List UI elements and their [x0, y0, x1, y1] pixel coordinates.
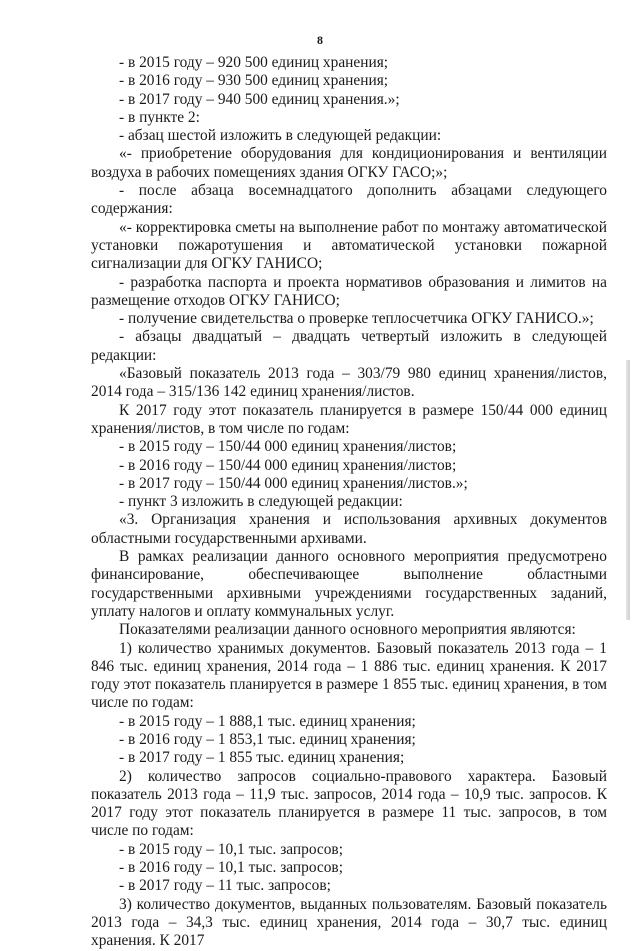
paragraph-18: «3. Организация хранения и использования архивных документов областными государственными архивами. [91, 511, 607, 547]
paragraph-2: - в 2016 году – 930 500 единиц хранения; [119, 72, 389, 90]
paragraph-16: - в 2017 году – 150/44 000 единиц хранения/листов.»; [119, 474, 468, 492]
paragraph-9: - разработка паспорта и проекта нормативов образования и лимитов на размещение отходов ОГКУ ГАНИСО; [91, 273, 607, 309]
paragraph-20: Показателями реализации данного основного мероприятия являются: [119, 621, 576, 639]
paragraph-4: - в пункте 2: [119, 108, 200, 126]
paragraph-11: - абзацы двадцатый – двадцать четвертый изложить в следующей редакции: [91, 328, 607, 364]
paragraph-19: В рамках реализации данного основного мероприятия предусмотрено финансирование, обеспечивающее выполнение областными государственными архивными учреждениями государственных заданий, уплату налогов и оплату коммунальных услуг. [91, 548, 607, 620]
paragraph-6: «- приобретение оборудования для кондиционирования и вентиляции воздуха в рабочих помещениях здания ОГКУ ГАСО;»; [91, 145, 607, 181]
page-number: 8 [317, 33, 323, 47]
paragraph-17: - пункт 3 изложить в следующей редакции: [119, 493, 403, 511]
paragraph-15: - в 2016 году – 150/44 000 единиц хранения/листов; [119, 456, 457, 474]
paragraph-5: - абзац шестой изложить в следующей редакции: [119, 127, 442, 145]
body-text [91, 54, 607, 951]
paragraph-27: - в 2016 году – 10,1 тыс. запросов; [119, 859, 343, 877]
paragraph-12: «Базовый показатель 2013 года – 303/79 980 единиц хранения/листов, 2014 года – 315/136 142 единиц хранения/листов. [91, 365, 607, 401]
paragraph-8: «- корректировка сметы на выполнение работ по монтажу автоматической установки пожаротушения и автоматической установки пожарной сигнализации для ОГКУ ГАНИСО; [91, 218, 607, 273]
paragraph-7: - после абзаца восемнадцатого дополнить абзацами следующего содержания: [91, 182, 607, 218]
scan-edge-shadow [626, 360, 630, 620]
paragraph-22: - в 2015 году – 1 888,1 тыс. единиц хранения; [119, 712, 416, 730]
paragraph-3: - в 2017 году – 940 500 единиц хранения.»; [119, 90, 400, 108]
paragraph-1: - в 2015 году – 920 500 единиц хранения; [119, 54, 389, 71]
paragraph-24: - в 2017 году – 1 855 тыс. единиц хранения; [119, 749, 405, 767]
paragraph-10: - получение свидетельства о проверке теплосчетчика ОГКУ ГАНИСО.»; [119, 310, 594, 328]
paragraph-14: - в 2015 году – 150/44 000 единиц хранения/листов; [119, 438, 457, 456]
paragraph-21: 1) количество хранимых документов. Базовый показатель 2013 года – 1 846 тыс. единиц хранения, 2014 года – 1 886 тыс. единиц хранения. К 2017 году этот показатель планируется в размере 1 855 тыс. единиц хранения, в том числе по годам: [91, 639, 607, 712]
paragraph-25: 2) количество запросов социально-правового характера. Базовый показатель 2013 года – 11,9 тыс. запросов, 2014 года – 10,9 тыс. запросов. К 2017 году этот показатель планируется в размере 11 тыс. запросов, в том числе по годам: [91, 767, 607, 840]
paragraph-13: К 2017 году этот показатель планируется в размере 150/44 000 единиц хранения/листов, в том числе по годам: [91, 401, 607, 437]
paragraph-26: - в 2015 году – 10,1 тыс. запросов; [119, 840, 343, 858]
paragraph-29: 3) количество документов, выданных пользователям. Базовый показатель 2013 года – 34,3 тыс. единиц хранения, 2014 года – 30,7 тыс. единиц хранения. К 2017 [91, 895, 607, 950]
paragraph-23: - в 2016 году – 1 853,1 тыс. единиц хранения; [119, 730, 416, 748]
paragraph-28: - в 2017 году – 11 тыс. запросов; [119, 877, 331, 895]
